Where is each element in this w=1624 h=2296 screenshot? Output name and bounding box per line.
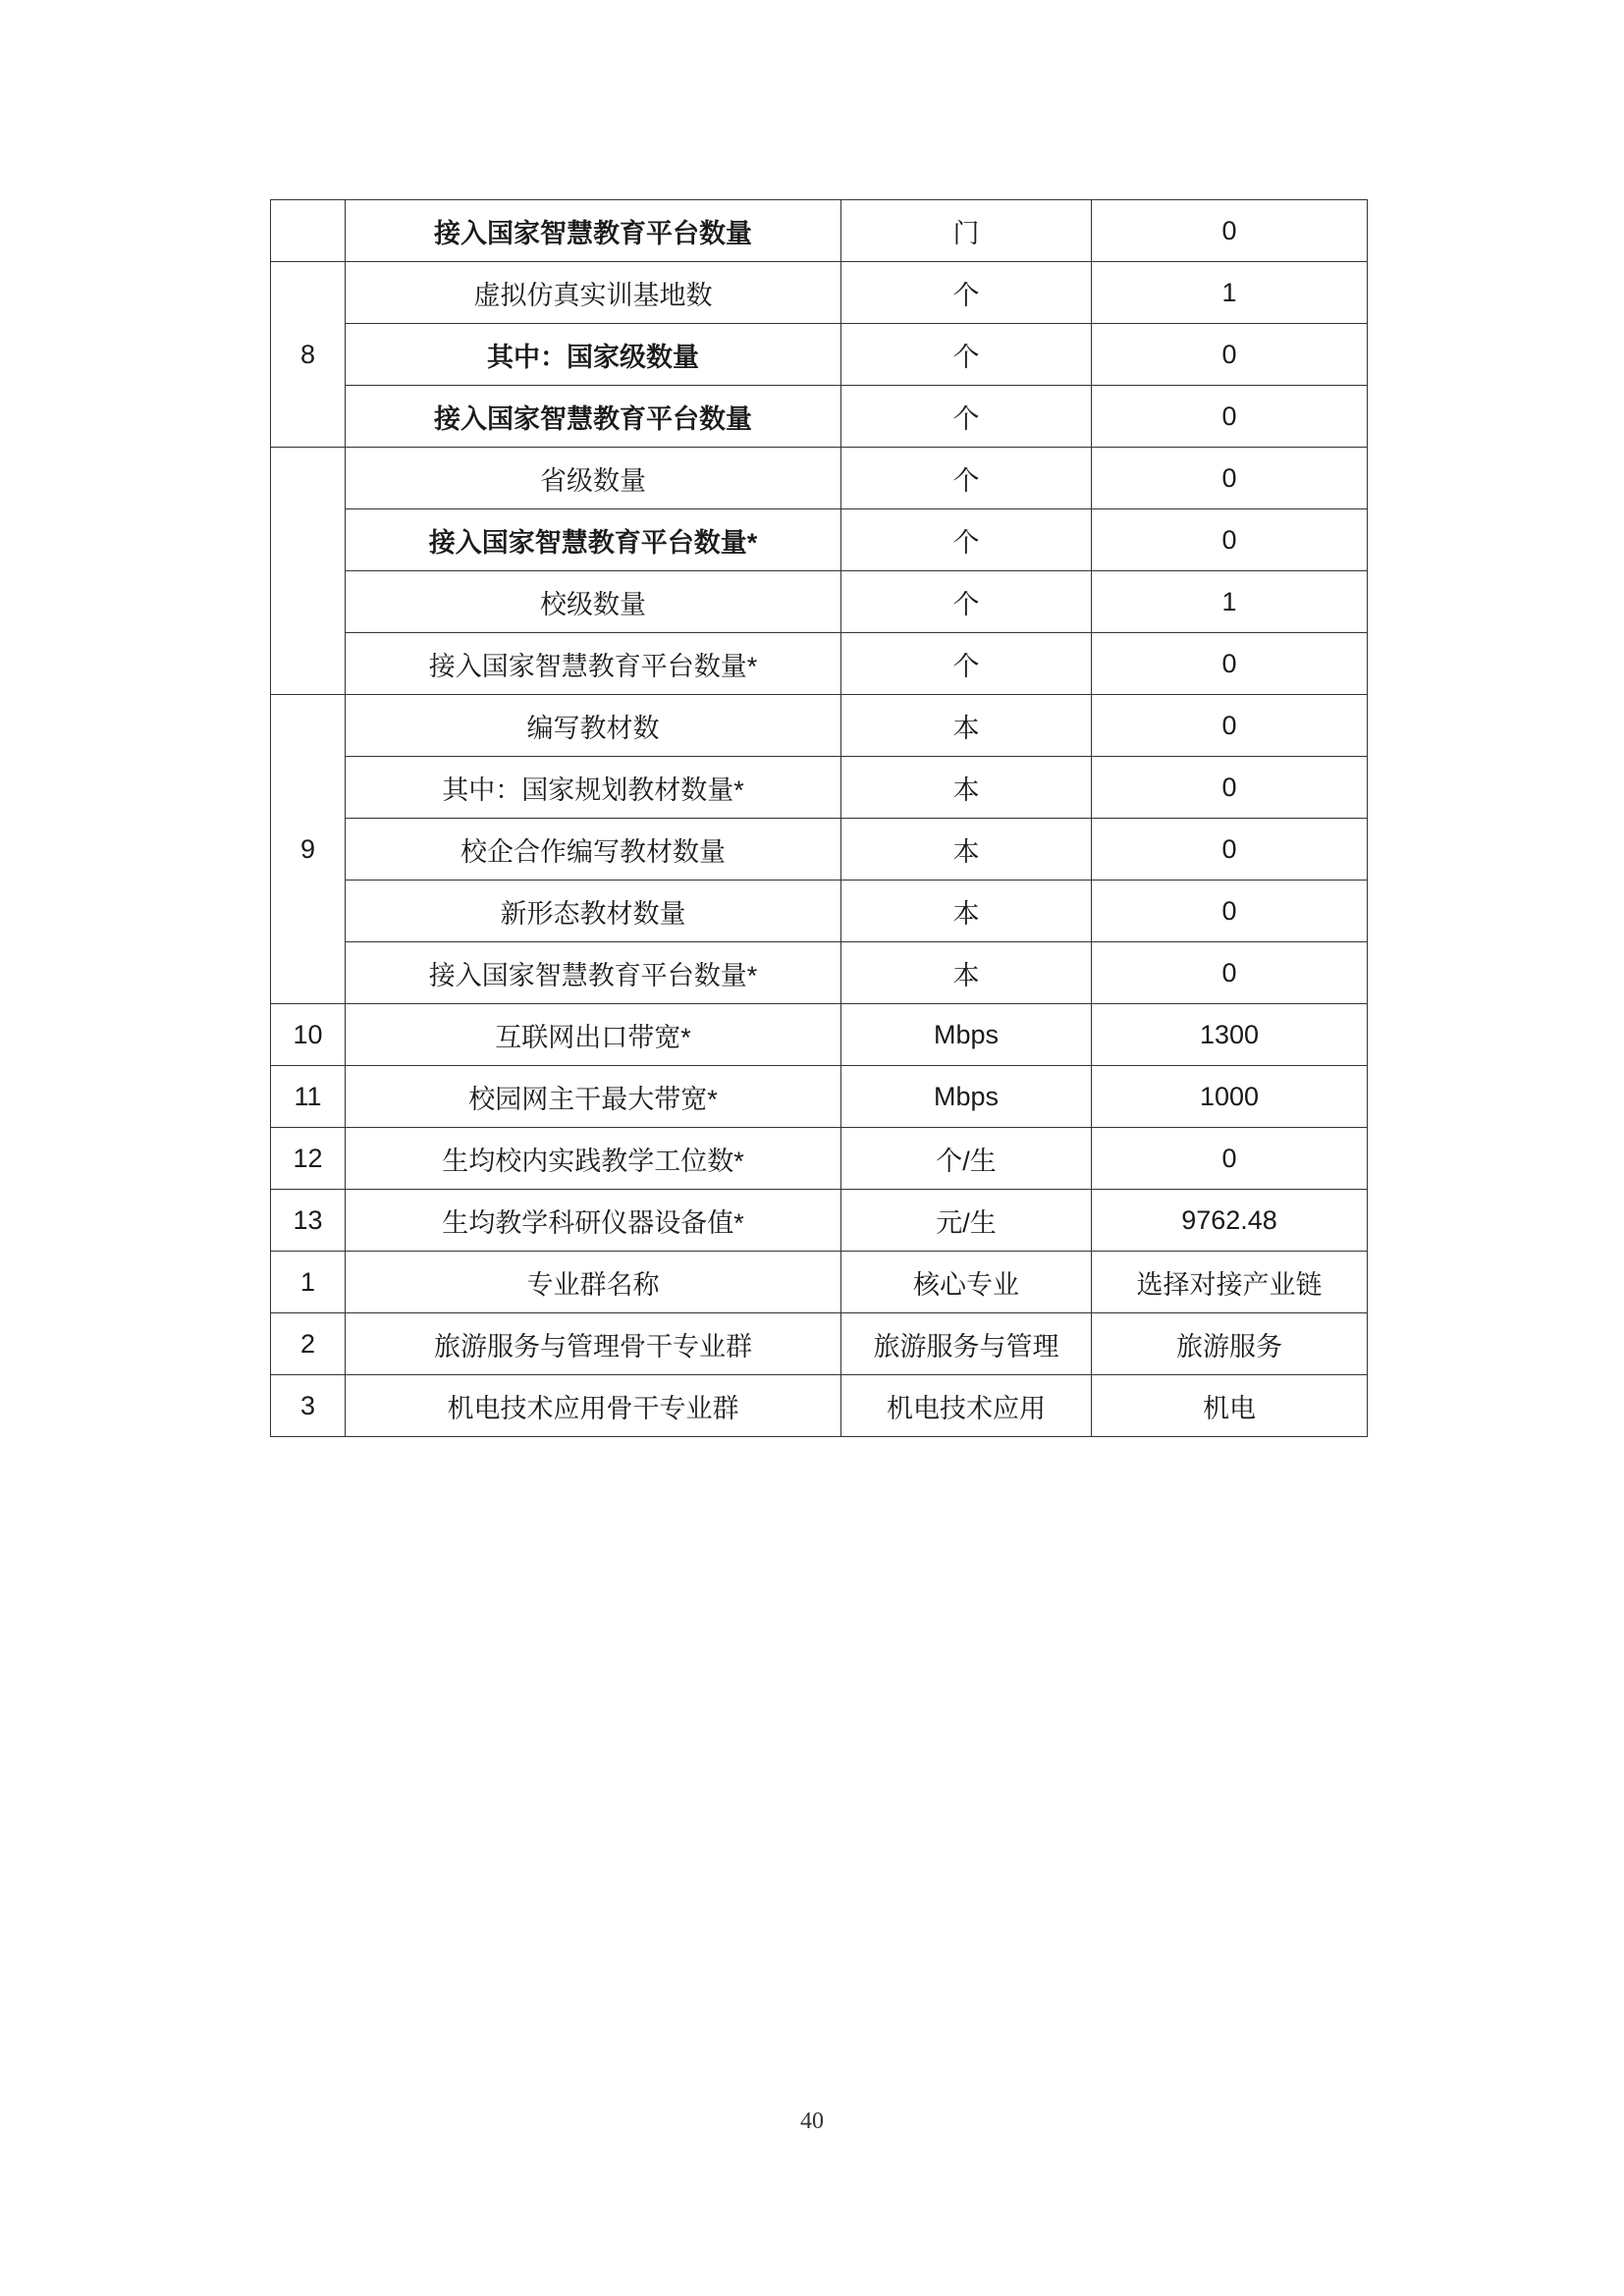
row-number-cell: 2	[271, 1313, 346, 1375]
table-row	[271, 1190, 1368, 1252]
table-row	[271, 571, 1368, 633]
unit-cell: Mbps	[841, 1004, 1092, 1066]
row-number-cell: 3	[271, 1375, 346, 1437]
unit-cell: 个	[841, 571, 1092, 633]
item-cell: 校级数量	[346, 571, 841, 633]
value-cell: 1	[1092, 262, 1368, 324]
row-number-cell: 11	[271, 1066, 346, 1128]
table-row	[271, 386, 1368, 448]
value-cell: 1000	[1092, 1066, 1368, 1128]
table-row	[271, 1128, 1368, 1190]
unit-cell: 机电技术应用	[841, 1375, 1092, 1437]
item-cell: 专业群名称	[346, 1252, 841, 1313]
unit-cell: 个	[841, 633, 1092, 695]
table-row	[271, 757, 1368, 819]
item-cell: 机电技术应用骨干专业群	[346, 1375, 841, 1437]
item-cell: 虚拟仿真实训基地数	[346, 262, 841, 324]
unit-cell: 个	[841, 448, 1092, 509]
value-cell: 0	[1092, 757, 1368, 819]
unit-cell: 门	[841, 200, 1092, 262]
value-cell: 0	[1092, 200, 1368, 262]
row-number-cell: 12	[271, 1128, 346, 1190]
unit-cell: 个	[841, 386, 1092, 448]
value-cell: 0	[1092, 633, 1368, 695]
table-row	[271, 1375, 1368, 1437]
table-row	[271, 942, 1368, 1004]
value-cell: 机电	[1092, 1375, 1368, 1437]
table-row	[271, 819, 1368, 881]
item-cell: 接入国家智慧教育平台数量*	[346, 942, 841, 1004]
item-cell: 其中：国家级数量	[346, 324, 841, 386]
table-row	[271, 1313, 1368, 1375]
unit-cell: 核心专业	[841, 1252, 1092, 1313]
table-row	[271, 1252, 1368, 1313]
unit-cell: 个	[841, 262, 1092, 324]
item-cell: 省级数量	[346, 448, 841, 509]
table-row	[271, 1004, 1368, 1066]
row-number-cell: 13	[271, 1190, 346, 1252]
table-row	[271, 633, 1368, 695]
value-cell: 0	[1092, 509, 1368, 571]
unit-cell: 个	[841, 324, 1092, 386]
row-number-cell	[271, 448, 346, 695]
unit-cell: 个/生	[841, 1128, 1092, 1190]
item-cell: 接入国家智慧教育平台数量	[346, 386, 841, 448]
table-row	[271, 324, 1368, 386]
item-cell: 编写教材数	[346, 695, 841, 757]
value-cell: 0	[1092, 1128, 1368, 1190]
value-cell: 0	[1092, 324, 1368, 386]
value-cell: 1300	[1092, 1004, 1368, 1066]
unit-cell: 本	[841, 819, 1092, 881]
item-cell: 校园网主干最大带宽*	[346, 1066, 841, 1128]
table-row	[271, 1066, 1368, 1128]
unit-cell: 本	[841, 757, 1092, 819]
table-row	[271, 200, 1368, 262]
item-cell: 接入国家智慧教育平台数量*	[346, 633, 841, 695]
unit-cell: 旅游服务与管理	[841, 1313, 1092, 1375]
table-row	[271, 695, 1368, 757]
unit-cell: 本	[841, 942, 1092, 1004]
value-cell: 1	[1092, 571, 1368, 633]
value-cell: 9762.48	[1092, 1190, 1368, 1252]
row-number-cell: 9	[271, 695, 346, 1004]
item-cell: 校企合作编写教材数量	[346, 819, 841, 881]
table-row	[271, 881, 1368, 942]
item-cell: 互联网出口带宽*	[346, 1004, 841, 1066]
item-cell: 接入国家智慧教育平台数量	[346, 200, 841, 262]
value-cell: 0	[1092, 881, 1368, 942]
row-number-cell: 8	[271, 262, 346, 448]
item-cell: 生均校内实践教学工位数*	[346, 1128, 841, 1190]
table-row	[271, 448, 1368, 509]
row-number-cell: 10	[271, 1004, 346, 1066]
value-cell: 选择对接产业链	[1092, 1252, 1368, 1313]
item-cell: 接入国家智慧教育平台数量*	[346, 509, 841, 571]
unit-cell: 个	[841, 509, 1092, 571]
item-cell: 其中：国家规划教材数量*	[346, 757, 841, 819]
item-cell: 生均教学科研仪器设备值*	[346, 1190, 841, 1252]
item-cell: 新形态教材数量	[346, 881, 841, 942]
data-table	[270, 199, 1368, 1437]
value-cell: 0	[1092, 819, 1368, 881]
row-number-cell	[271, 200, 346, 262]
item-cell: 旅游服务与管理骨干专业群	[346, 1313, 841, 1375]
row-number-cell: 1	[271, 1252, 346, 1313]
value-cell: 0	[1092, 942, 1368, 1004]
unit-cell: 本	[841, 695, 1092, 757]
unit-cell: 元/生	[841, 1190, 1092, 1252]
value-cell: 0	[1092, 448, 1368, 509]
value-cell: 旅游服务	[1092, 1313, 1368, 1375]
value-cell: 0	[1092, 386, 1368, 448]
value-cell: 0	[1092, 695, 1368, 757]
page-number: 40	[800, 2109, 824, 2134]
table-row	[271, 509, 1368, 571]
unit-cell: 本	[841, 881, 1092, 942]
table-row	[271, 262, 1368, 324]
unit-cell: Mbps	[841, 1066, 1092, 1128]
